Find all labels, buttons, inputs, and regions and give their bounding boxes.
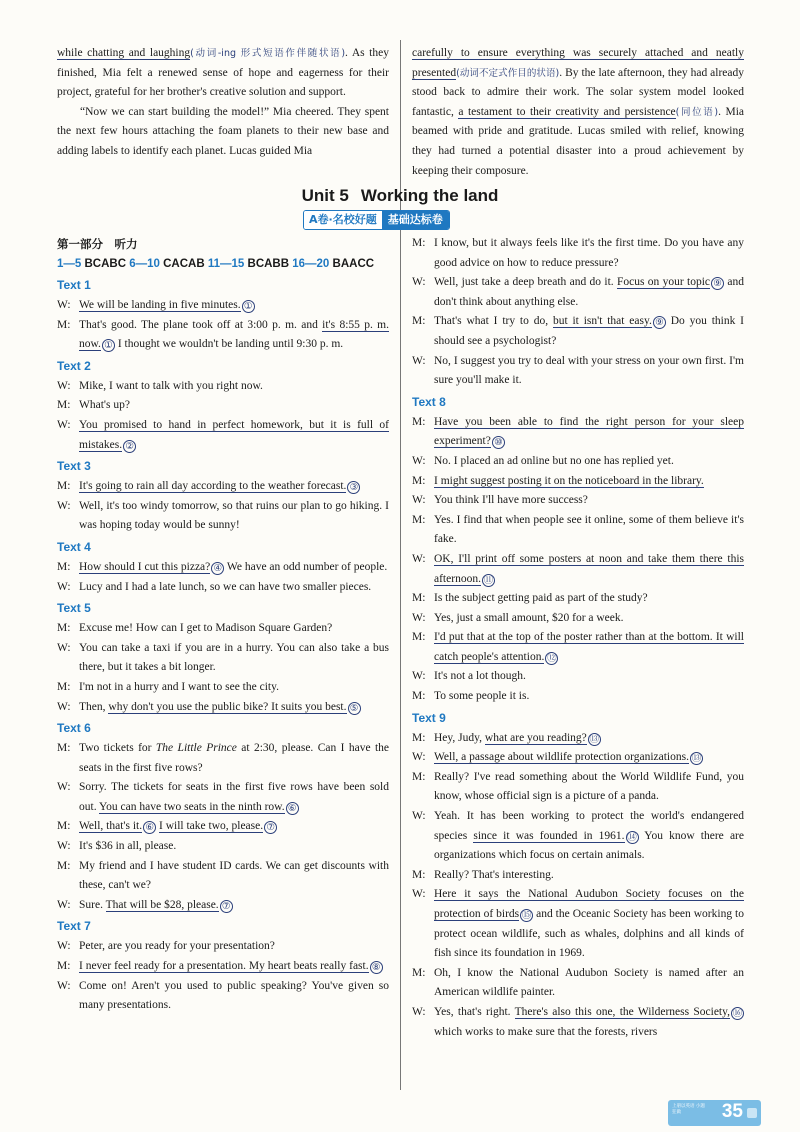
- utterance: [434, 807, 744, 866]
- utterance: [79, 396, 389, 416]
- text: Then,: [79, 700, 109, 713]
- clue-marker: ⑨: [711, 277, 724, 290]
- dialogue-line: [412, 866, 744, 886]
- dialogue-line: [412, 609, 744, 629]
- unit-number: Unit 5: [301, 186, 349, 205]
- speaker: M:: [57, 859, 71, 872]
- text: Oh, I know the National Audubon Society is named after an American wildlife painter.: [434, 966, 744, 999]
- underlined-text: I never feel ready for a presentation. My heart beats really fast.: [79, 960, 369, 973]
- text: Mike, I want to talk with you right now.: [79, 379, 263, 392]
- speaker: W:: [57, 379, 71, 392]
- answer-letters: BCABB: [247, 258, 293, 270]
- text: Peter, are you ready for your presentation?: [79, 940, 275, 953]
- speaker: W:: [57, 580, 71, 593]
- text-label: Text 4: [57, 539, 91, 554]
- text: Lucy and I had a late lunch, so we can have two smaller pieces.: [79, 580, 372, 593]
- utterance: [434, 729, 744, 749]
- speaker: M:: [412, 770, 426, 783]
- speaker: M:: [57, 622, 71, 635]
- speaker: W:: [412, 494, 426, 507]
- utterance: [434, 768, 744, 807]
- speaker: M:: [57, 560, 71, 573]
- utterance: [79, 639, 389, 678]
- speaker: M:: [412, 731, 426, 744]
- clue-marker: ⑯: [732, 1007, 743, 1019]
- clue-marker: ⑥: [286, 802, 299, 815]
- utterance: [79, 977, 389, 1016]
- text: Yes, that's right.: [434, 1005, 515, 1018]
- dialogue-line: [57, 778, 389, 817]
- dialogue-line: [412, 964, 744, 1003]
- right-top-passage: [412, 44, 744, 181]
- utterance: [434, 964, 744, 1003]
- paragraph: [57, 103, 389, 162]
- underlined-text: You can have two seats in the ninth row.: [99, 800, 285, 813]
- utterance: [434, 885, 744, 963]
- dialogue-line: [57, 316, 389, 355]
- text: Is the subject getting paid as part of the study?: [434, 592, 648, 605]
- speaker: W:: [412, 888, 426, 901]
- underlined-text: Here it says the National Audubon Society focuses on the protection of birds: [434, 888, 744, 920]
- dialogue-line: [412, 452, 744, 472]
- clue-marker: ⑮: [521, 910, 532, 921]
- clue-marker: ⑦: [264, 821, 277, 834]
- utterance: [434, 609, 744, 629]
- utterance: [79, 837, 389, 857]
- utterance: [434, 511, 744, 550]
- text: It's $36 in all, please.: [79, 840, 177, 853]
- answer-key: [57, 254, 389, 274]
- utterance: [434, 589, 744, 609]
- utterance: [79, 817, 389, 837]
- utterance: [79, 778, 389, 817]
- grammar-note: (动词不定式作目的状语): [456, 67, 560, 79]
- utterance: [79, 497, 389, 536]
- answer-range: 1—5: [57, 258, 82, 270]
- speaker: W:: [412, 810, 426, 823]
- footer-tag: 上册以英语 小题狂做: [672, 1104, 705, 1115]
- underlined-text: while chatting and laughing: [57, 47, 191, 59]
- dialogue-line: [412, 589, 744, 609]
- utterance: [434, 1003, 744, 1042]
- utterance: [434, 628, 744, 667]
- left-answers-transcript: [57, 234, 389, 1016]
- underlined-text: since it was founded in 1961.: [473, 829, 625, 842]
- dialogue-line: [412, 472, 744, 492]
- utterance: [79, 296, 389, 316]
- text-label: Text 5: [57, 601, 91, 616]
- speaker: M:: [412, 868, 426, 881]
- dialogue-line: [57, 698, 389, 718]
- text: Do you think I should see a psychologist?: [434, 315, 744, 347]
- speaker: W:: [57, 898, 71, 911]
- text: Really? I've read something about the World Wildlife Fund, you know, whose official sign is a picture of a panda.: [434, 770, 744, 803]
- text: . By the late afternoon, they had already stood back to admire their work. The solar system model looked fantastic,: [412, 66, 744, 118]
- speaker: W:: [412, 354, 426, 367]
- dialogue-line: [57, 296, 389, 316]
- underlined-text: Well, that's it.: [79, 820, 143, 833]
- clue-marker: ⑩: [492, 436, 505, 449]
- utterance: [79, 477, 389, 497]
- clue-marker: ⑤: [348, 702, 361, 715]
- dialogue-line: [57, 619, 389, 639]
- dialogue-line: [412, 234, 744, 273]
- speaker: W:: [57, 940, 71, 953]
- paragraph: [412, 44, 744, 181]
- dialogue-line: [57, 896, 389, 916]
- dialogue-line: [412, 687, 744, 707]
- text: . Mia beamed with pride and gratitude. Lucas smiled with relief, knowing they had turned a potential disaster into a proud achievement by keeping their composure.: [412, 105, 745, 177]
- underlined-text: I will take two, please.: [159, 820, 264, 833]
- utterance: [79, 619, 389, 639]
- text: at 2:30, please. Can I have the seats in the first five rows?: [79, 742, 390, 774]
- text-label: Text 6: [57, 721, 91, 736]
- dialogue-line: [57, 416, 389, 455]
- utterance: [79, 857, 389, 896]
- speaker: M:: [412, 966, 426, 979]
- underlined-text: carefully to ensure everything was securely attached and neatly presented: [412, 47, 744, 79]
- dialogue-line: [412, 273, 744, 312]
- utterance: [434, 413, 744, 452]
- utterance: [79, 698, 389, 718]
- dialogue-line: [57, 957, 389, 977]
- text: To some people it is.: [434, 690, 530, 703]
- text: I thought we wouldn't be landing until 9:30 p. m.: [114, 338, 344, 351]
- speaker: W:: [412, 276, 426, 289]
- underlined-text: it's 8:55 p. m. now.: [79, 318, 389, 351]
- dialogue-line: [57, 739, 389, 778]
- speaker: M:: [57, 820, 71, 833]
- clue-marker: ⑬: [691, 753, 702, 765]
- dialogue-line: [57, 678, 389, 698]
- utterance: [434, 452, 744, 472]
- text-label: Text 9: [412, 710, 446, 725]
- badge-right: 基础达标卷: [382, 211, 449, 229]
- utterance: [434, 866, 744, 886]
- clue-marker: ①: [102, 339, 115, 352]
- clue-marker: ③: [347, 481, 360, 494]
- dialogue-line: [57, 477, 389, 497]
- clue-marker: ⑬: [589, 733, 600, 745]
- dialogue-line: [412, 312, 744, 351]
- text: No, I suggest you try to deal with your stress on your own first. I'm sure you'll make it.: [434, 354, 744, 387]
- text: Yes. I find that when people see it online, some of them believe it's fake.: [434, 513, 744, 546]
- speaker: M:: [412, 474, 426, 487]
- speaker: M:: [57, 399, 71, 412]
- dialogue-line: [412, 748, 744, 768]
- speaker: M:: [412, 690, 426, 703]
- dialogue-line: [412, 550, 744, 589]
- utterance: [434, 491, 744, 511]
- underlined-text: It's going to rain all day according to the weather forecast.: [79, 480, 347, 493]
- text: My friend and I have student ID cards. We can get discounts with these, can't we?: [79, 859, 389, 892]
- grammar-note: (动词-ing 形式短语作伴随状语): [190, 48, 346, 59]
- speaker: W:: [57, 979, 71, 992]
- utterance: [434, 352, 744, 391]
- text-label: Text 8: [412, 394, 446, 409]
- speaker: W:: [57, 641, 71, 654]
- left-top-passage: [57, 44, 389, 162]
- speaker: M:: [412, 237, 426, 249]
- right-transcript: [412, 234, 744, 1042]
- text: No. I placed an ad online but no one has replied yet.: [434, 454, 674, 467]
- speaker: M:: [412, 315, 426, 328]
- clue-marker: ⑧: [370, 961, 383, 974]
- answer-range: 6—10: [129, 258, 160, 270]
- utterance: [434, 550, 744, 589]
- dialogue-line: [412, 667, 744, 687]
- text: . As they finished, Mia felt a renewed sense of hope and eagerness for their project, grateful for her brother's creative solution and support.: [57, 47, 389, 99]
- text: Yes, just a small amount, $20 for a week.: [434, 611, 624, 624]
- text: which works to make sure that the forests, rivers: [434, 1025, 658, 1038]
- dialogue-line: [412, 491, 744, 511]
- utterance: [79, 578, 389, 598]
- dialogue-line: [57, 837, 389, 857]
- utterance: [434, 234, 744, 273]
- utterance: [79, 377, 389, 397]
- speaker: W:: [57, 299, 71, 311]
- underlined-text: That will be $28, please.: [105, 898, 219, 911]
- underlined-text: but it isn't that easy.: [552, 315, 652, 328]
- text: What's up?: [79, 399, 130, 412]
- underlined-text: There's also this one, the Wilderness Society,: [514, 1005, 730, 1018]
- paragraph: [57, 44, 389, 103]
- speaker: W:: [57, 700, 71, 713]
- dialogue-line: [57, 977, 389, 1016]
- dialogue-line: [57, 857, 389, 896]
- speaker: M:: [57, 742, 71, 755]
- text: You can take a taxi if you are in a hurry. You can also take a bus there, but it takes a bit longer.: [79, 641, 389, 674]
- speaker: W:: [412, 552, 426, 565]
- grammar-note: (同位语): [675, 106, 719, 118]
- dialogue-line: [412, 1003, 744, 1042]
- utterance: [79, 937, 389, 957]
- text: Well, it's too windy tomorrow, so that ruins our plan to go hiking. I was hoping today would be sunny!: [79, 499, 389, 532]
- underlined-text: How should I cut this pizza?: [79, 560, 211, 573]
- speaker: M:: [412, 592, 426, 605]
- clue-marker: ⑭: [627, 831, 637, 843]
- unit-title: Working the land: [360, 186, 499, 205]
- dialogue-line: [412, 413, 744, 452]
- speaker: M:: [57, 480, 71, 493]
- text: That's good. The plane took off at 3:00 p. m. and: [79, 318, 323, 331]
- unit-heading: [0, 186, 800, 206]
- utterance: [79, 678, 389, 698]
- text: That's what I try to do,: [434, 315, 553, 328]
- speaker: M:: [57, 680, 71, 693]
- dialogue-line: [57, 497, 389, 536]
- dialogue-line: [57, 377, 389, 397]
- dialogue-line: [412, 628, 744, 667]
- dialogue-line: [57, 558, 389, 578]
- speaker: W:: [412, 611, 426, 624]
- speaker: M:: [412, 415, 426, 428]
- utterance: [79, 896, 389, 916]
- speaker: W:: [412, 1005, 426, 1018]
- utterance: [79, 416, 389, 455]
- text: Hey, Judy,: [434, 731, 485, 744]
- text: I'm not in a hurry and I want to see the city.: [79, 680, 279, 693]
- dialogue-line: [412, 352, 744, 391]
- clue-marker: ④: [211, 562, 224, 575]
- text: and the Oceanic Society has been working to protect ocean wildlife, such as whales, dolphins and all kinds of fish since its foundation in 1969.: [434, 908, 744, 960]
- answer-letters: CACAB: [163, 258, 208, 270]
- dialogue-line: [412, 768, 744, 807]
- section-title: 第一部分 听力: [57, 237, 138, 251]
- speaker: W:: [57, 499, 71, 512]
- text: Sorry. The tickets for seats in the first five rows have been sold out.: [79, 781, 389, 813]
- text-label: Text 3: [57, 459, 91, 474]
- dialogue-line: [57, 817, 389, 837]
- speaker: W:: [412, 670, 426, 683]
- underlined-text: Focus on your topic: [616, 276, 711, 289]
- footer-ornament: [747, 1108, 757, 1118]
- underlined-text: We will be landing in five minutes.: [79, 299, 241, 311]
- speaker: W:: [57, 781, 71, 794]
- text-label: Text 1: [57, 278, 91, 292]
- underlined-text: OK, I'll print off some posters at noon and take them there this afternoon.: [434, 552, 744, 585]
- speaker: M:: [57, 318, 71, 331]
- clue-marker: ②: [123, 440, 136, 453]
- answer-letters: BCABC: [84, 258, 130, 270]
- utterance: [79, 316, 389, 355]
- page-footer: [668, 1100, 761, 1126]
- utterance: [434, 667, 744, 687]
- clue-marker: ⑫: [547, 652, 557, 664]
- dialogue-line: [57, 639, 389, 678]
- text-label: Text 2: [57, 358, 91, 373]
- clue-marker: ⑥: [143, 821, 156, 834]
- utterance: [79, 739, 389, 778]
- text: We have an odd number of people.: [224, 560, 388, 573]
- text: Sure.: [79, 898, 106, 911]
- dialogue-line: [412, 729, 744, 749]
- dialogue-line: [57, 396, 389, 416]
- text: Yeah. It has been working to protect the world's endangered species: [434, 810, 744, 842]
- clue-marker: ⑪: [483, 574, 494, 586]
- text: Excuse me! How can I get to Madison Square Garden?: [79, 622, 333, 635]
- speaker: M:: [412, 631, 426, 644]
- clue-marker: ①: [242, 300, 255, 313]
- utterance: [434, 273, 744, 312]
- underlined-text: I'd put that at the top of the poster rather than at the bottom. It will catch people's attention.: [434, 631, 744, 663]
- page-number: 35: [721, 1101, 743, 1122]
- text: Come on! Aren't you used to public speaking? You've given so many presentations.: [79, 979, 389, 1012]
- italic-title: The Little Prince: [155, 742, 237, 755]
- dialogue-line: [412, 885, 744, 963]
- underlined-text: Have you been able to find the right person for your sleep experiment?: [434, 415, 744, 448]
- utterance: [434, 472, 744, 492]
- speaker: W:: [412, 751, 426, 764]
- clue-marker: ⑨: [653, 316, 666, 329]
- dialogue-line: [57, 578, 389, 598]
- dialogue-line: [57, 937, 389, 957]
- text: Two tickets for: [79, 742, 156, 755]
- utterance: [434, 687, 744, 707]
- underlined-text: I might suggest posting it on the noticeboard in the library.: [434, 474, 704, 487]
- utterance: [434, 312, 744, 351]
- dialogue-line: [412, 511, 744, 550]
- text: Well, just take a deep breath and do it.: [434, 276, 617, 289]
- answer-range: 11—15: [207, 258, 245, 270]
- text: You know there are organizations which focus on certain animals.: [434, 829, 744, 862]
- text: I know, but it always feels like it's the first time. Do you have any good advice on how to reduce pressure?: [434, 237, 744, 269]
- text: and don't think about anything else.: [434, 276, 744, 308]
- answer-range: 16—20: [292, 258, 330, 270]
- speaker: M:: [412, 513, 426, 526]
- utterance: [434, 748, 744, 768]
- utterance: [79, 957, 389, 977]
- utterance: [79, 558, 389, 578]
- underlined-text: why don't you use the public bike? It suits you best.: [108, 700, 347, 713]
- underlined-text: Well, a passage about wildlife protection organizations.: [434, 751, 689, 764]
- paper-badge: [303, 210, 450, 230]
- speaker: W:: [412, 454, 426, 467]
- speaker: W:: [57, 840, 71, 853]
- text-label: Text 7: [57, 919, 91, 934]
- dialogue-line: [412, 807, 744, 866]
- underlined-text: You promised to hand in perfect homework, but it is full of mistakes.: [79, 418, 389, 451]
- speaker: W:: [57, 418, 71, 431]
- speaker: M:: [57, 960, 71, 973]
- text: Really? That's interesting.: [434, 868, 554, 881]
- badge-left: A卷·名校好题: [304, 211, 382, 229]
- answer-letters: BAACC: [332, 258, 375, 270]
- text: It's not a lot though.: [434, 670, 526, 683]
- clue-marker: ⑦: [220, 900, 233, 913]
- text: “Now we can start building the model!” Mia cheered. They spent the next few hours attaching the foam planets to their new base and adding labels to identify each planet. Lucas guided Mia: [57, 105, 389, 157]
- underlined-text: what are you reading?: [484, 731, 587, 744]
- underlined-text: a testament to their creativity and persistence: [458, 105, 676, 118]
- text: You think I'll have more success?: [434, 494, 588, 507]
